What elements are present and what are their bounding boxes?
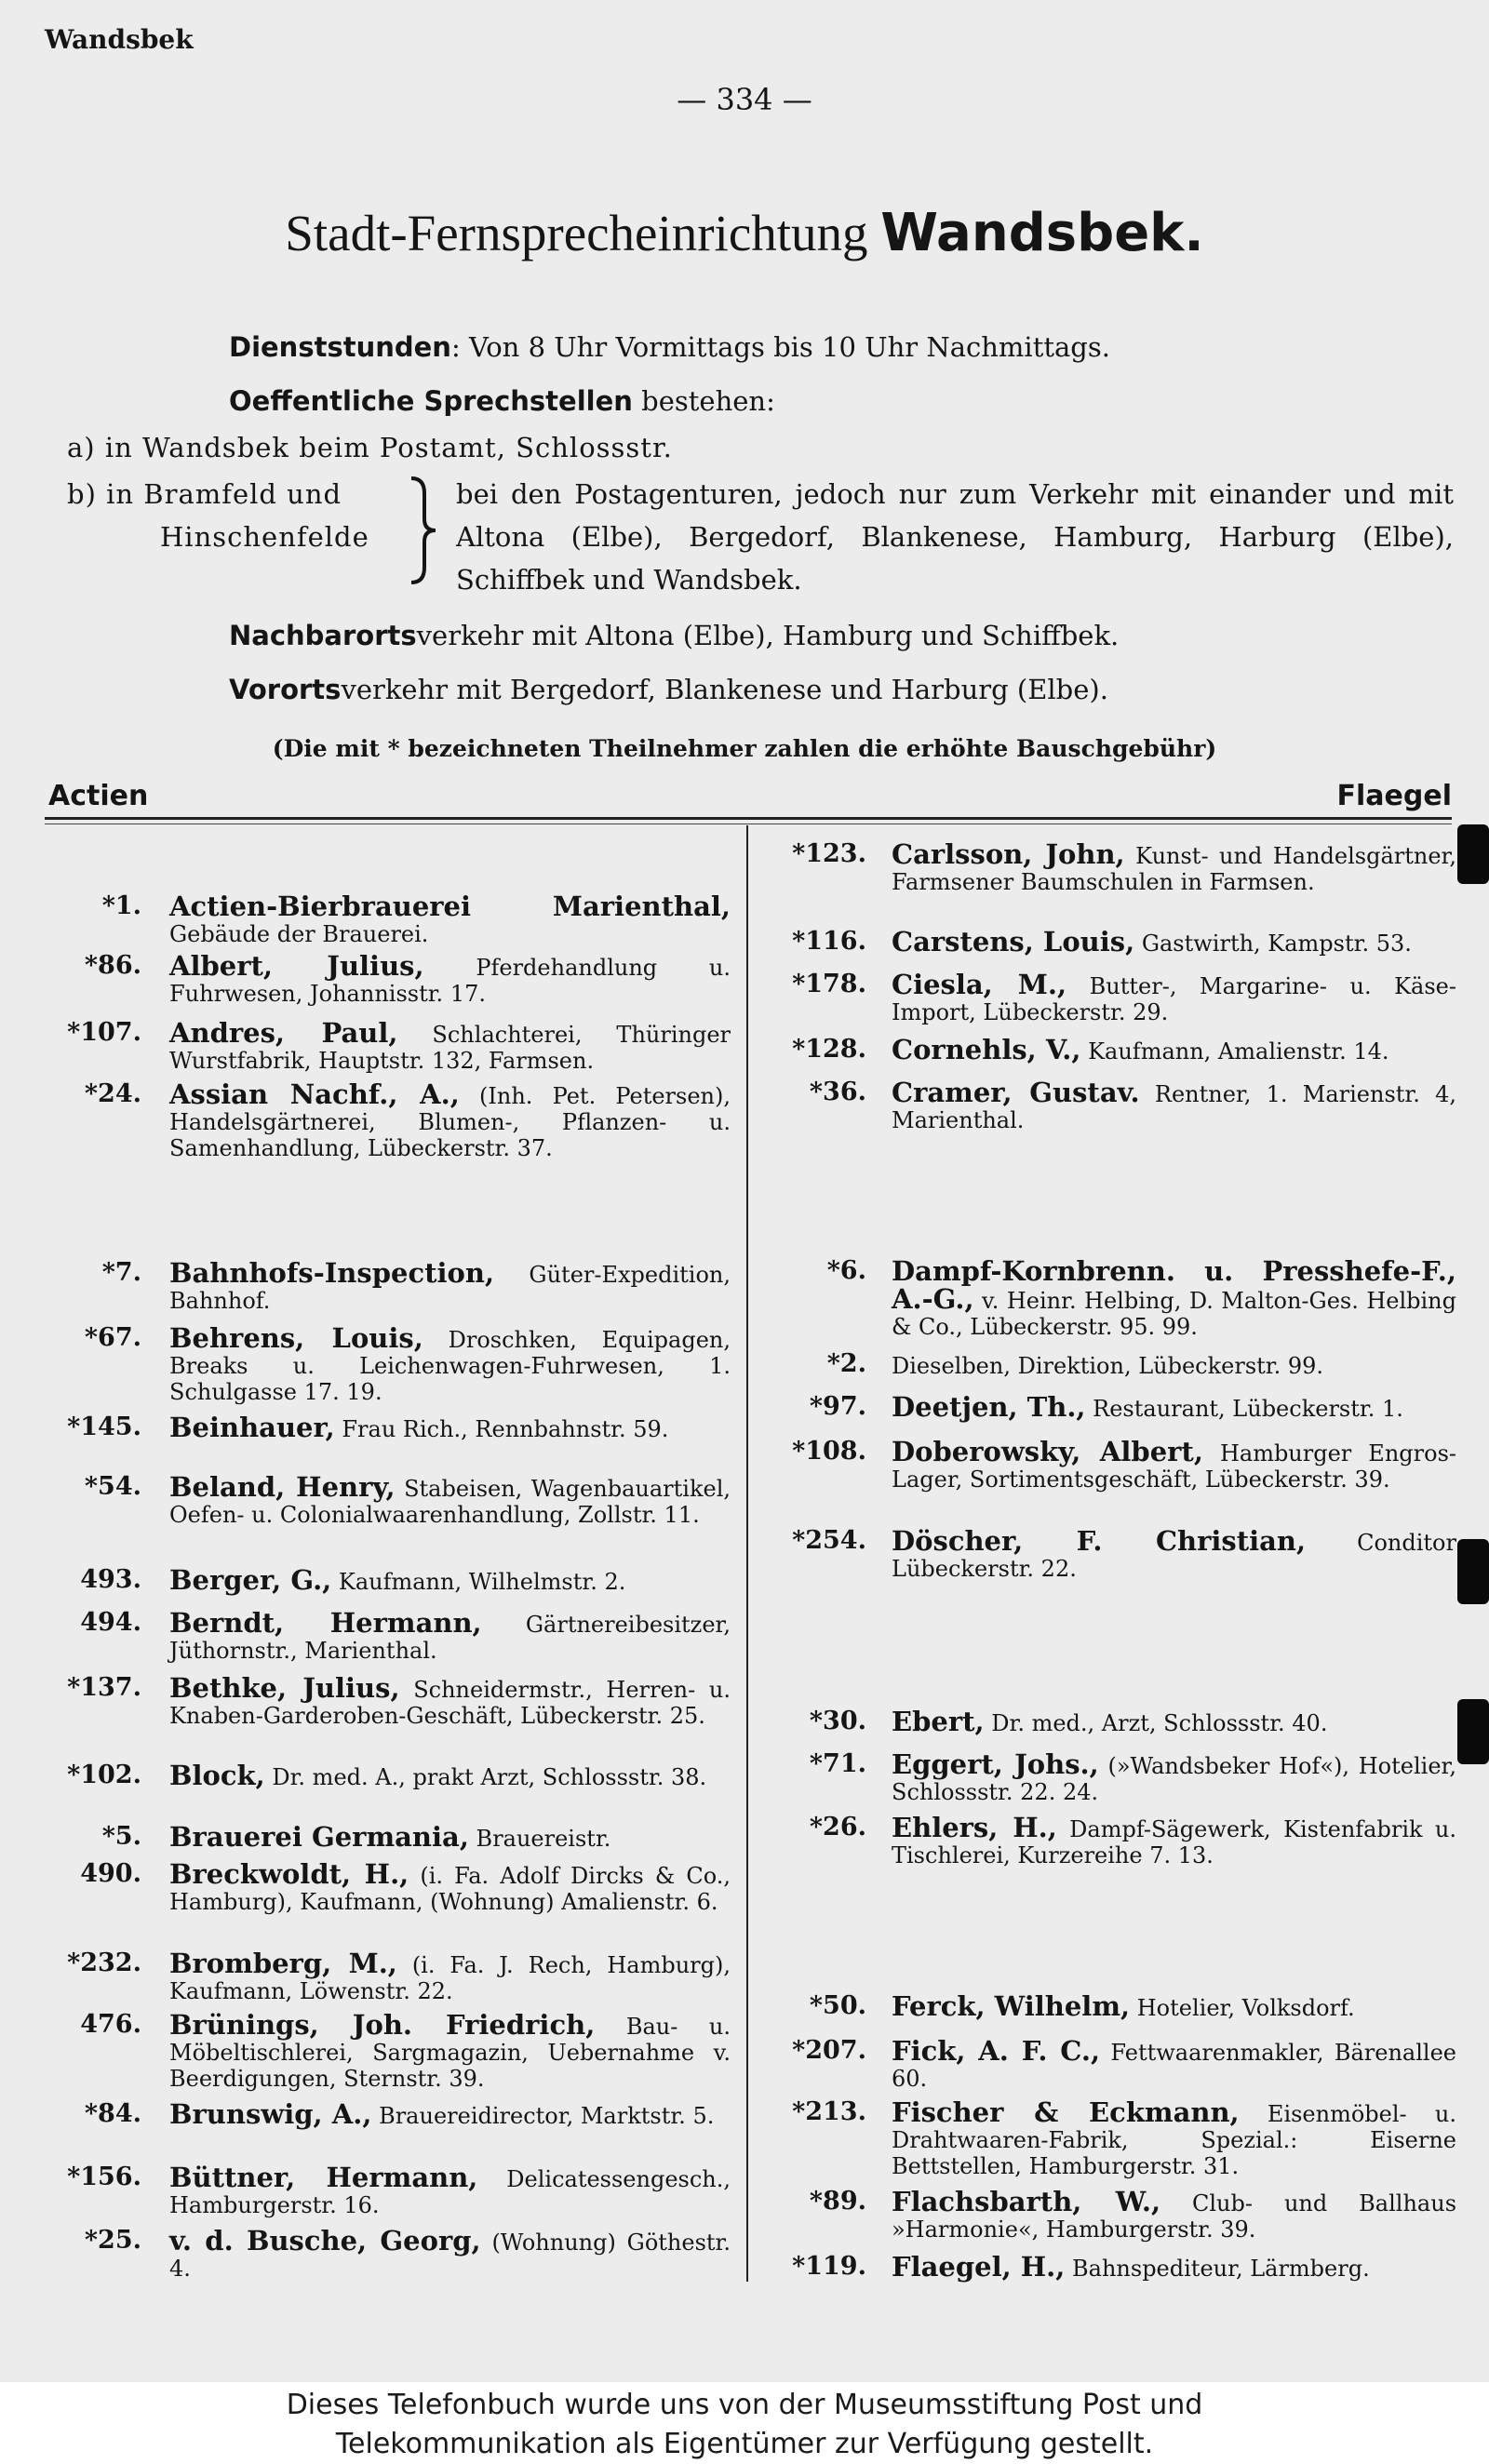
entry-details: Pferdehandlung u. Fuhrwesen, Johannisstr. 17. — [169, 955, 731, 1007]
directory-entry — [51, 893, 731, 947]
entry-number: *108. — [792, 1437, 866, 1466]
directory-entry — [768, 2035, 1456, 2092]
entry-details: (i. Fa. J. Rech, Hamburg), Kaufmann, Löwenstr. 22. — [169, 1952, 731, 2004]
column-head-right: Flaegel — [1336, 780, 1452, 812]
entry-details: Schneidermstr., Herren- u. Knaben-Garderoben-Geschäft, Lübeckerstr. 25. — [169, 1677, 731, 1729]
directory-entry — [51, 2009, 731, 2092]
entry-name: Beinhauer, — [169, 1412, 335, 1443]
entry-number: *67. — [84, 1323, 141, 1352]
entry-details: Fettwaarenmakler, Bärenallee 60. — [892, 2040, 1456, 2092]
entry-details: Eisenmöbel- u. Drahtwaaren-Fabrik, Spezial.: Eiserne Bettstellen, Hamburgerstr. 31. — [892, 2101, 1457, 2179]
entry-details: Schlachterei, Thüringer Wurstfabrik, Hauptstr. 132, Farmsen. — [169, 1022, 731, 1074]
entry-number: *232. — [67, 1948, 141, 1977]
entry-details: Gebäude der Brauerei. — [169, 921, 429, 947]
directory-entry — [768, 2186, 1457, 2243]
directory-entry — [768, 1079, 1456, 1133]
entry-number: *123. — [792, 839, 866, 868]
entry-details: Rentner, 1. Marienstr. 4, Marienthal. — [892, 1081, 1456, 1133]
sprechstelle-b-description: bei den Postagenturen, jedoch nur zum Verkehr mit einander und mit Altona (Elbe), Bergedorf, Blankenese, Hamburg, Harburg (Elbe), Schiffbek und Wandsbek. — [456, 478, 1454, 596]
entry-number: *24. — [84, 1079, 141, 1108]
directory-entry — [51, 2164, 731, 2218]
entry-name: Fischer & Eckmann, — [892, 2096, 1240, 2128]
vororts-label: Vororts — [229, 674, 342, 705]
entry-details: Güter-Expedition, Bahnhof. — [169, 1262, 731, 1314]
entry-name: Dampf-Kornbrenn. u. Presshefe-F., A.-G., — [892, 1255, 1456, 1315]
entry-number: *71. — [809, 1749, 866, 1778]
directory-entry — [51, 1858, 731, 1915]
entry-number: *25. — [84, 2226, 141, 2255]
entry-number: *145. — [67, 1413, 141, 1441]
entry-details: (Wohnung) Göthestr. 4. — [169, 2230, 731, 2282]
entry-name: Breckwoldt, H., — [169, 1858, 409, 1890]
entry-number: *5. — [101, 1822, 141, 1851]
entry-number: *128. — [792, 1035, 866, 1064]
entry-name: Berger, G., — [169, 1564, 332, 1596]
directory-entry — [768, 1812, 1456, 1868]
entry-number: 493. — [80, 1565, 141, 1594]
entry-details: (i. Fa. Adolf Dircks & Co., Hamburg), Kaufmann, (Wohnung) Amalienstr. 6. — [169, 1863, 731, 1915]
entry-details: Brauereistr. — [468, 1826, 611, 1852]
entry-name: Berndt, Hermann, — [169, 1607, 482, 1639]
sprechstellen-label: Oeffentliche Sprechstellen — [229, 385, 633, 417]
nachbarorts-line — [229, 620, 1119, 651]
entry-number: *7. — [101, 1258, 141, 1287]
directory-entry — [51, 1414, 731, 1442]
directory-entry — [768, 926, 1456, 957]
entry-details: Dieselben, Direktion, Lübeckerstr. 99. — [892, 1353, 1324, 1379]
entry-number: *107. — [67, 1018, 141, 1047]
entry-number: *116. — [792, 927, 866, 956]
directory-entry — [768, 1748, 1456, 1805]
entry-number: 490. — [80, 1859, 141, 1888]
sprechstelle-a: a) in Wandsbek beim Postamt, Schlossstr. — [67, 432, 673, 463]
footer-line-2: Telekommunikation als Eigentümer zur Verfügung gestellt. — [335, 2428, 1154, 2460]
entry-name: Brünings, Joh. Friedrich, — [169, 2009, 596, 2041]
entry-details: Bau- u. Möbeltischlerei, Sargmagazin, Uebernahme v. Beerdigungen, Sternstr. 39. — [169, 2014, 731, 2092]
running-head: Wandsbek — [45, 24, 194, 55]
entry-number: *207. — [792, 2036, 866, 2065]
directory-entry — [768, 1525, 1456, 1582]
dienststunden-line — [229, 331, 1110, 363]
entry-number: *54. — [84, 1472, 141, 1501]
entry-name: Bromberg, M., — [169, 1948, 397, 1979]
directory-entry — [51, 1607, 731, 1664]
entry-name: Albert, Julius, — [169, 950, 424, 982]
directory-entry — [51, 1257, 731, 1314]
entry-number: *178. — [792, 970, 866, 998]
directory-entry — [51, 2225, 731, 2282]
column-head-left: Actien — [48, 780, 149, 812]
vororts-line — [229, 674, 1108, 705]
entry-name: Büttner, Hermann, — [169, 2162, 478, 2193]
directory-entry — [768, 1708, 1456, 1736]
sprechstelle-b-places — [67, 473, 421, 558]
entry-number: 476. — [80, 2010, 141, 2039]
page-number: — 334 — — [677, 82, 812, 117]
entry-name: Carlsson, John, — [892, 838, 1125, 870]
entry-number: *119. — [792, 2252, 866, 2281]
entry-details: Dr. med., Arzt, Schlossstr. 40. — [984, 1710, 1328, 1736]
directory-entry — [51, 950, 731, 1007]
entry-details: Kunst- und Handelsgärtner, Farmsener Baumschulen in Farmsen. — [892, 843, 1456, 895]
header-rule — [45, 817, 1452, 820]
entry-details: Frau Rich., Rennbahnstr. 59. — [334, 1416, 669, 1442]
entry-name: Eggert, Johs., — [892, 1748, 1099, 1780]
directory-entry — [768, 971, 1456, 1025]
entry-name: Flaegel, H., — [892, 2251, 1066, 2283]
entry-details: Butter-, Margarine- u. Käse-Import, Lübeckerstr. 29. — [892, 973, 1456, 1025]
entry-name: Block, — [169, 1760, 265, 1791]
entry-name: Döscher, F. Christian, — [892, 1525, 1307, 1557]
entry-details: (»Wandsbeker Hof«), Hotelier, Schlossstr. 22. 24. — [892, 1753, 1456, 1805]
entry-name: Assian Nachf., A., — [169, 1078, 460, 1110]
entry-details: Hotelier, Volksdorf. — [1130, 1995, 1355, 2021]
thumb-index-tab — [1457, 1699, 1489, 1764]
directory-entry — [768, 2251, 1456, 2283]
entry-number: *30. — [809, 1707, 866, 1735]
entry-details: Club- und Ballhaus »Harmonie«, Hamburgerstr. 39. — [892, 2190, 1457, 2243]
sprechstelle-b — [67, 473, 1454, 603]
entry-number: *213. — [792, 2097, 866, 2126]
entry-name: Cornehls, V., — [892, 1034, 1081, 1065]
title-plain: Stadt-Fernsprecheinrichtung — [285, 205, 881, 261]
entry-name: Ferck, Wilhelm, — [892, 1990, 1131, 2022]
nachbarorts-text: verkehr mit Altona (Elbe), Hamburg und Schiffbek. — [416, 620, 1120, 651]
entry-name: Cramer, Gustav. — [892, 1077, 1140, 1108]
entry-name: Ehlers, H., — [892, 1812, 1057, 1843]
entry-name: Behrens, Louis, — [169, 1322, 423, 1354]
entry-details: Restaurant, Lübeckerstr. 1. — [1085, 1396, 1403, 1422]
dienststunden-label: Dienststunden — [229, 331, 451, 363]
entry-details: Dr. med. A., prakt Arzt, Schlossstr. 38. — [264, 1764, 707, 1790]
entry-details: Dampf-Sägewerk, Kistenfabrik u. Tischlerei, Kurzereihe 7. 13. — [892, 1816, 1456, 1868]
sprechstelle-b-line1: b) in Bramfeld und — [67, 478, 342, 510]
entry-name: Andres, Paul, — [169, 1017, 398, 1049]
entry-name: Deetjen, Th., — [892, 1391, 1086, 1423]
directory-entry — [51, 1078, 731, 1161]
entry-number: *50. — [809, 1991, 866, 2020]
directory-entry — [51, 1564, 731, 1596]
directory-entry — [768, 1255, 1456, 1340]
directory-entry — [51, 1471, 731, 1528]
directory-entry — [768, 1990, 1456, 2022]
entry-details: v. Heinr. Helbing, D. Malton-Ges. Helbing & Co., Lübeckerstr. 95. 99. — [892, 1288, 1456, 1340]
entry-name: Carstens, Louis, — [892, 926, 1135, 957]
entry-name: Bethke, Julius, — [169, 1672, 400, 1704]
directory-entry — [51, 1762, 731, 1790]
entry-name: v. d. Busche, Georg, — [169, 2225, 481, 2256]
directory-entry — [768, 1034, 1456, 1065]
entry-details: Gastwirth, Kampstr. 53. — [1134, 931, 1412, 957]
entry-details: Conditor Lübeckerstr. 22. — [892, 1530, 1456, 1582]
entry-name: Fick, A. F. C., — [892, 2035, 1101, 2067]
entry-number: *89. — [809, 2187, 866, 2216]
entry-details: Delicatessengesch., Hamburgerstr. 16. — [169, 2166, 731, 2218]
directory-entry — [51, 1672, 731, 1729]
thumb-index-tab — [1457, 824, 1489, 884]
title-bold: Wandsbek. — [880, 203, 1204, 263]
footer-line-1: Dieses Telefonbuch wurde uns von der Museumsstiftung Post und — [286, 2389, 1203, 2421]
entry-details: Stabeisen, Wagenbauartikel, Oefen- u. Colonialwaarenhandlung, Zollstr. 11. — [169, 1476, 731, 1528]
page-title — [0, 203, 1489, 263]
entry-number: *84. — [84, 2099, 141, 2128]
brace-icon — [404, 475, 441, 586]
entry-details: Gärtnereibesitzer, Jüthornstr., Marienthal. — [169, 1612, 731, 1664]
entry-details: Droschken, Equipagen, Breaks u. Leichenwagen-Fuhrwesen, 1. Schulgasse 17. 19. — [169, 1327, 731, 1405]
entry-number: *26. — [809, 1813, 866, 1841]
directory-entry — [51, 1017, 731, 1074]
entry-details: Bahnspediteur, Lärmberg. — [1065, 2256, 1370, 2282]
directory-entry — [768, 1436, 1456, 1493]
directory-entry — [51, 1821, 731, 1853]
entry-number: *97. — [809, 1392, 866, 1421]
entry-number: 494. — [80, 1608, 141, 1637]
directory-entry — [768, 1391, 1456, 1423]
directory-entry — [51, 1950, 731, 2004]
entry-number: *102. — [67, 1761, 141, 1789]
sprechstellen-line — [229, 385, 775, 417]
entry-details: Kaufmann, Wilhelmstr. 2. — [331, 1569, 626, 1595]
sprechstellen-text: bestehen: — [632, 385, 775, 417]
entry-number: *1. — [101, 891, 141, 920]
entry-name: Brunswig, A., — [169, 2098, 372, 2130]
entry-number: *254. — [792, 1526, 866, 1555]
vororts-text: verkehr mit Bergedorf, Blankenese und Harburg (Elbe). — [341, 674, 1108, 705]
nachbarorts-label: Nachbarorts — [229, 620, 417, 651]
entry-number: *86. — [84, 951, 141, 980]
fee-note: (Die mit * bezeichneten Theilnehmer zahlen die erhöhte Bauschgebühr) — [272, 735, 1217, 762]
provenance-footer — [0, 2382, 1489, 2464]
entry-name: Doberowsky, Albert, — [892, 1436, 1203, 1467]
directory-entry — [51, 1322, 731, 1405]
dienststunden-text: : Von 8 Uhr Vormittags bis 10 Uhr Nachmittags. — [450, 331, 1110, 363]
entry-number: *156. — [67, 2163, 141, 2191]
entry-number: *36. — [809, 1078, 866, 1106]
entry-details: Brauereidirector, Marktstr. 5. — [371, 2103, 715, 2129]
entry-details: (Inh. Pet. Petersen), Handelsgärtnerei, Blumen-, Pflanzen- u. Samenhandlung, Lübeckerstr. 37. — [169, 1083, 731, 1161]
entry-number: *6. — [826, 1256, 866, 1285]
column-divider — [746, 825, 748, 2282]
sprechstelle-b-line2: Hinschenfelde — [160, 521, 369, 553]
entry-number: *2. — [826, 1349, 866, 1378]
entry-name: Flachsbarth, W., — [892, 2186, 1161, 2217]
directory-entry — [51, 2098, 731, 2130]
directory-entry — [768, 1351, 1456, 1379]
entry-number: *137. — [67, 1673, 141, 1702]
entry-name: Ebert, — [892, 1706, 985, 1737]
entry-name: Ciesla, M., — [892, 969, 1067, 1000]
entry-name: Actien-Bierbrauerei Marienthal, — [169, 891, 731, 922]
entry-name: Beland, Henry, — [169, 1471, 396, 1503]
entry-name: Brauerei Germania, — [169, 1821, 469, 1853]
directory-entry — [768, 2096, 1457, 2179]
entry-details: Kaufmann, Amalienstr. 14. — [1080, 1038, 1389, 1065]
thumb-index-tab — [1457, 1539, 1489, 1604]
directory-entry — [768, 838, 1456, 895]
entry-details: Hamburger Engros-Lager, Sortimentsgeschäft, Lübeckerstr. 39. — [892, 1440, 1456, 1493]
entry-name: Bahnhofs-Inspection, — [169, 1257, 495, 1289]
